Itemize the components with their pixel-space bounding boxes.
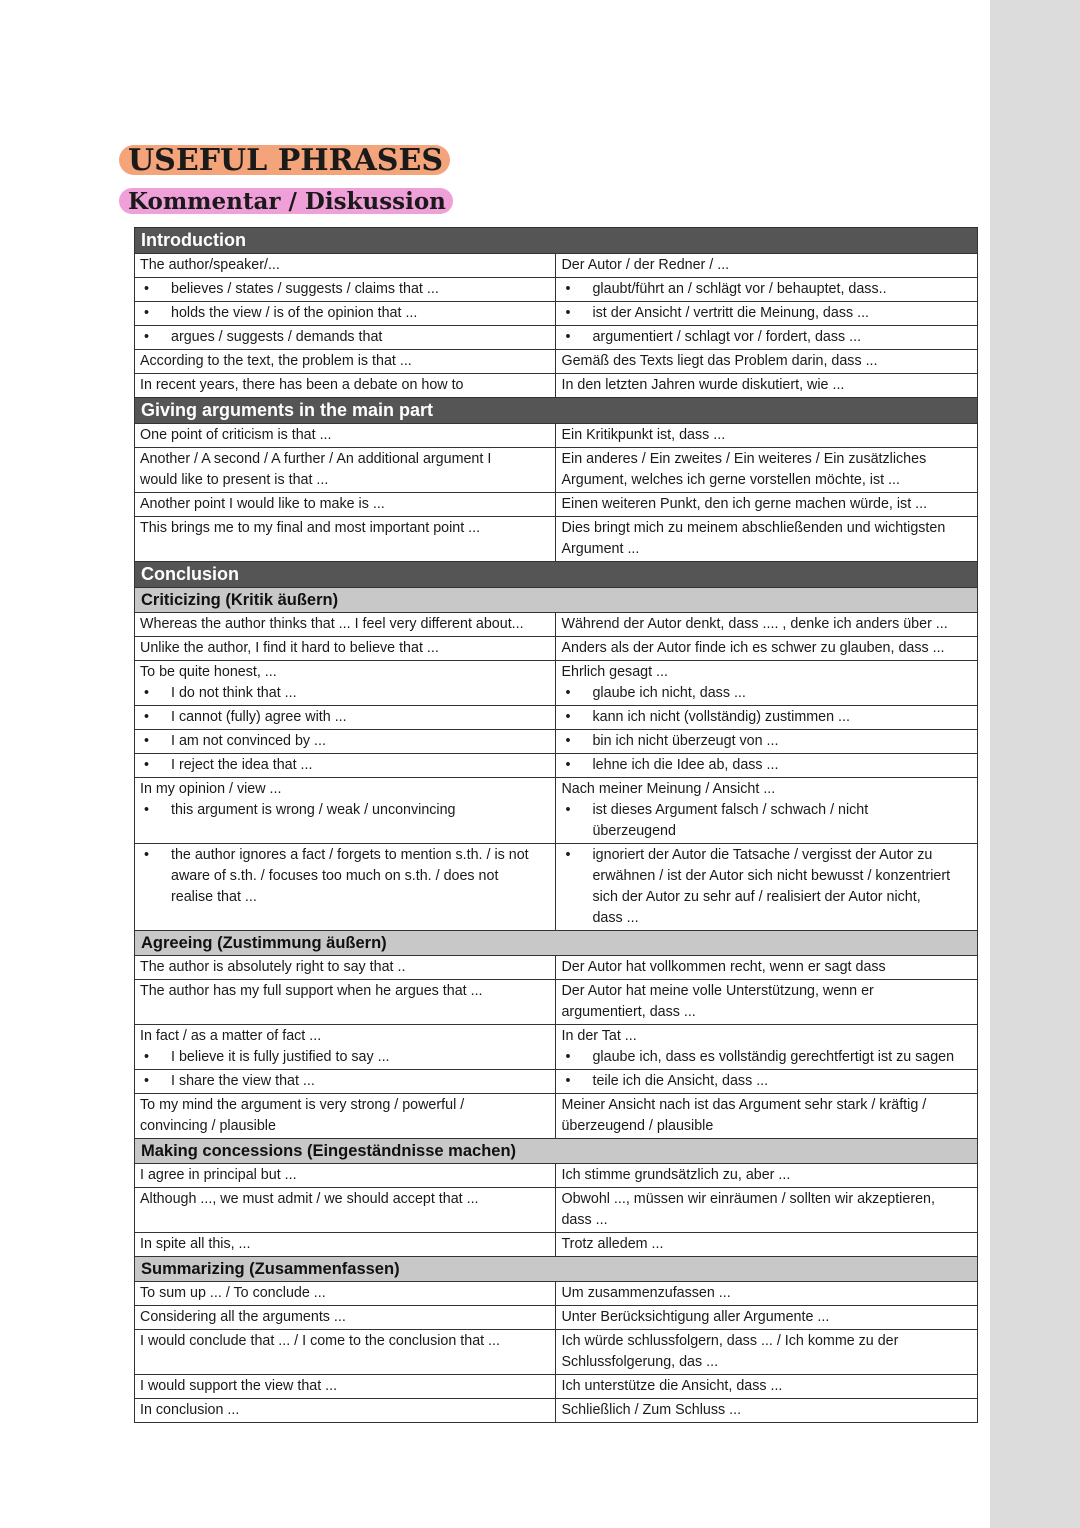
english-bullet-item bbox=[140, 707, 551, 728]
bullet-icon: • bbox=[565, 1073, 571, 1089]
english-bullet-text: I am not convinced by ... bbox=[171, 733, 326, 749]
phrase-row bbox=[135, 350, 978, 374]
english-cell bbox=[135, 980, 556, 1025]
german-bullet-text: sich der Autor zu sehr auf / realisiert der Autor nicht, bbox=[592, 889, 921, 905]
german-text-line: Einen weiteren Punkt, den ich gerne machen würde, ist ... bbox=[561, 496, 928, 512]
english-bullet-item bbox=[140, 303, 551, 324]
english-cell bbox=[135, 1306, 556, 1330]
german-bullet-item bbox=[561, 731, 973, 752]
phrase-row bbox=[135, 1306, 978, 1330]
english-text-line: To sum up ... / To conclude ... bbox=[140, 1285, 326, 1301]
phrase-row bbox=[135, 254, 978, 278]
german-bullet-item bbox=[561, 707, 973, 728]
english-cell bbox=[135, 1399, 556, 1423]
section-header: Conclusion bbox=[135, 562, 978, 588]
english-cell bbox=[135, 1164, 556, 1188]
phrase-row bbox=[135, 424, 978, 448]
phrase-row bbox=[135, 1094, 978, 1139]
english-bullet-text: this argument is wrong / weak / unconvincing bbox=[171, 802, 456, 818]
english-text-line: Another point I would like to make is ... bbox=[140, 496, 385, 512]
english-cell bbox=[135, 1070, 556, 1094]
english-cell bbox=[135, 326, 556, 350]
german-cell bbox=[556, 613, 978, 637]
english-text-line: To my mind the argument is very strong / powerful / bbox=[140, 1097, 465, 1113]
phrase-row bbox=[135, 661, 978, 706]
german-cell bbox=[556, 980, 978, 1025]
phrase-row bbox=[135, 730, 978, 754]
english-cell bbox=[135, 956, 556, 980]
german-bullet-item bbox=[561, 683, 973, 704]
german-bullet-item bbox=[561, 1047, 973, 1068]
english-bullet-item bbox=[140, 1047, 551, 1068]
german-bullet-item bbox=[561, 1071, 973, 1092]
german-cell bbox=[556, 637, 978, 661]
german-bullet-text: ignoriert der Autor die Tatsache / vergisst der Autor zu bbox=[592, 847, 933, 863]
german-cell bbox=[556, 1399, 978, 1423]
english-cell bbox=[135, 1025, 556, 1070]
english-cell bbox=[135, 424, 556, 448]
subsection-header-row bbox=[135, 931, 978, 956]
english-text-line: convincing / plausible bbox=[140, 1118, 276, 1134]
english-cell bbox=[135, 493, 556, 517]
german-text-line: Dies bringt mich zu meinem abschließenden und wichtigsten bbox=[561, 520, 946, 536]
english-text-line: In my opinion / view ... bbox=[140, 781, 282, 797]
subsection-header-row bbox=[135, 1139, 978, 1164]
german-text-line: Schließlich / Zum Schluss ... bbox=[561, 1402, 742, 1418]
german-text-line: Während der Autor denkt, dass .... , denke ich anders über ... bbox=[561, 616, 948, 632]
english-bullet-text: I believe it is fully justified to say ... bbox=[171, 1049, 390, 1065]
german-cell bbox=[556, 1282, 978, 1306]
english-text-line: Whereas the author thinks that ... I feel very different about... bbox=[140, 616, 524, 632]
english-text-line: To be quite honest, ... bbox=[140, 664, 277, 680]
german-cell bbox=[556, 302, 978, 326]
german-bullet-text: ist dieses Argument falsch / schwach / nicht bbox=[592, 802, 869, 818]
bullet-icon: • bbox=[144, 757, 150, 773]
bullet-icon: • bbox=[144, 1073, 150, 1089]
english-text-line: One point of criticism is that ... bbox=[140, 427, 332, 443]
phrase-row bbox=[135, 448, 978, 493]
english-text-line: This brings me to my final and most important point ... bbox=[140, 520, 481, 536]
german-text-line: Anders als der Autor finde ich es schwer zu glauben, dass ... bbox=[561, 640, 945, 656]
bullet-icon: • bbox=[565, 709, 571, 725]
german-cell bbox=[556, 517, 978, 562]
german-bullet-item bbox=[561, 327, 973, 348]
german-text-line: argumentiert, dass ... bbox=[561, 1004, 696, 1020]
german-text-line: Meiner Ansicht nach ist das Argument sehr stark / kräftig / bbox=[561, 1097, 927, 1113]
english-cell bbox=[135, 278, 556, 302]
english-cell bbox=[135, 637, 556, 661]
german-text-line: Ehrlich gesagt ... bbox=[561, 664, 668, 680]
german-cell bbox=[556, 844, 978, 931]
page-subtitle: Kommentar / Diskussion bbox=[119, 188, 453, 214]
german-cell bbox=[556, 1233, 978, 1257]
english-bullet-text: I share the view that ... bbox=[171, 1073, 315, 1089]
phrase-row bbox=[135, 1070, 978, 1094]
phrase-row bbox=[135, 754, 978, 778]
english-cell bbox=[135, 1282, 556, 1306]
bullet-icon: • bbox=[565, 305, 571, 321]
german-bullet-text: lehne ich die Idee ab, dass ... bbox=[592, 757, 779, 773]
german-bullet-text: glaubt/führt an / schlägt vor / behauptet, dass.. bbox=[592, 281, 887, 297]
german-cell bbox=[556, 350, 978, 374]
german-text-line: überzeugend / plausible bbox=[561, 1118, 714, 1134]
bullet-icon: • bbox=[565, 1049, 571, 1065]
german-text-line: Ein anderes / Ein zweites / Ein weiteres / Ein zusätzliches bbox=[561, 451, 927, 467]
english-bullet-text: I reject the idea that ... bbox=[171, 757, 313, 773]
german-cell bbox=[556, 778, 978, 844]
german-cell bbox=[556, 1094, 978, 1139]
english-text-line: The author is absolutely right to say that .. bbox=[140, 959, 406, 975]
english-cell bbox=[135, 1094, 556, 1139]
english-bullet-item bbox=[140, 845, 551, 908]
english-cell bbox=[135, 706, 556, 730]
bullet-icon: • bbox=[144, 733, 150, 749]
phrase-row bbox=[135, 278, 978, 302]
english-bullet-item bbox=[140, 683, 551, 704]
phrase-row bbox=[135, 517, 978, 562]
german-text-line: Nach meiner Meinung / Ansicht ... bbox=[561, 781, 776, 797]
english-text-line: In recent years, there has been a debate on how to bbox=[140, 377, 464, 393]
german-text-line: Ich unterstütze die Ansicht, dass ... bbox=[561, 1378, 783, 1394]
german-bullet-item bbox=[561, 800, 973, 842]
section-header: Giving arguments in the main part bbox=[135, 398, 978, 424]
german-text-line: Gemäß des Texts liegt das Problem darin, dass ... bbox=[561, 353, 878, 369]
english-cell bbox=[135, 254, 556, 278]
german-bullet-item bbox=[561, 303, 973, 324]
phrase-row bbox=[135, 844, 978, 931]
bullet-icon: • bbox=[144, 847, 150, 863]
phrase-row bbox=[135, 706, 978, 730]
german-cell bbox=[556, 448, 978, 493]
german-text-line: Schlussfolgerung, das ... bbox=[561, 1354, 719, 1370]
english-bullet-text: holds the view / is of the opinion that ... bbox=[171, 305, 418, 321]
english-bullet-text: realise that ... bbox=[171, 889, 257, 905]
german-bullet-item bbox=[561, 755, 973, 776]
english-text-line: would like to present is that ... bbox=[140, 472, 329, 488]
subsection-header-row bbox=[135, 588, 978, 613]
english-cell bbox=[135, 754, 556, 778]
german-cell bbox=[556, 1375, 978, 1399]
bullet-icon: • bbox=[565, 281, 571, 297]
german-bullet-text: glaube ich nicht, dass ... bbox=[592, 685, 746, 701]
section-header-row bbox=[135, 562, 978, 588]
german-cell bbox=[556, 1188, 978, 1233]
phrase-row bbox=[135, 326, 978, 350]
english-cell bbox=[135, 302, 556, 326]
german-cell bbox=[556, 374, 978, 398]
phrase-row bbox=[135, 1399, 978, 1423]
english-bullet-item bbox=[140, 279, 551, 300]
section-header-row bbox=[135, 398, 978, 424]
german-text-line: dass ... bbox=[561, 1212, 608, 1228]
english-cell bbox=[135, 1188, 556, 1233]
german-cell bbox=[556, 1164, 978, 1188]
english-text-line: In fact / as a matter of fact ... bbox=[140, 1028, 322, 1044]
german-text-line: In den letzten Jahren wurde diskutiert, wie ... bbox=[561, 377, 845, 393]
german-bullet-text: überzeugend bbox=[592, 823, 676, 839]
german-cell bbox=[556, 730, 978, 754]
phrase-row bbox=[135, 1330, 978, 1375]
phrase-row bbox=[135, 956, 978, 980]
bullet-icon: • bbox=[144, 802, 150, 818]
english-text-line: The author has my full support when he argues that ... bbox=[140, 983, 483, 999]
english-bullet-item bbox=[140, 731, 551, 752]
german-text-line: Ich stimme grundsätzlich zu, aber ... bbox=[561, 1167, 791, 1183]
phrases-table bbox=[134, 227, 978, 1423]
english-text-line: The author/speaker/... bbox=[140, 257, 280, 273]
english-text-line: Considering all the arguments ... bbox=[140, 1309, 346, 1325]
german-bullet-item bbox=[561, 845, 973, 929]
english-cell bbox=[135, 517, 556, 562]
german-text-line: Obwohl ..., müssen wir einräumen / sollten wir akzeptieren, bbox=[561, 1191, 935, 1207]
bullet-icon: • bbox=[144, 685, 150, 701]
german-bullet-text: kann ich nicht (vollständig) zustimmen ... bbox=[592, 709, 850, 725]
phrase-row bbox=[135, 1025, 978, 1070]
bullet-icon: • bbox=[144, 709, 150, 725]
german-text-line: Trotz alledem ... bbox=[561, 1236, 664, 1252]
bullet-icon: • bbox=[565, 685, 571, 701]
phrase-row bbox=[135, 778, 978, 844]
bullet-icon: • bbox=[565, 733, 571, 749]
german-bullet-text: ist der Ansicht / vertritt die Meinung, dass ... bbox=[592, 305, 870, 321]
english-cell bbox=[135, 730, 556, 754]
bullet-icon: • bbox=[565, 757, 571, 773]
english-bullet-text: the author ignores a fact / forgets to mention s.th. / is not bbox=[171, 847, 529, 863]
english-cell bbox=[135, 350, 556, 374]
german-text-line: Der Autor hat vollkommen recht, wenn er sagt dass bbox=[561, 959, 886, 975]
english-bullet-text: argues / suggests / demands that bbox=[171, 329, 383, 345]
english-text-line: According to the text, the problem is that ... bbox=[140, 353, 412, 369]
german-text-line: In der Tat ... bbox=[561, 1028, 637, 1044]
subsection-header-row bbox=[135, 1257, 978, 1282]
section-header: Introduction bbox=[135, 228, 978, 254]
english-cell bbox=[135, 844, 556, 931]
german-text-line: Unter Berücksichtigung aller Argumente ... bbox=[561, 1309, 830, 1325]
german-bullet-text: teile ich die Ansicht, dass ... bbox=[592, 1073, 769, 1089]
german-text-line: Ein Kritikpunkt ist, dass ... bbox=[561, 427, 726, 443]
german-cell bbox=[556, 754, 978, 778]
side-strip bbox=[990, 0, 1080, 1528]
english-text-line: I agree in principal but ... bbox=[140, 1167, 297, 1183]
english-bullet-item bbox=[140, 327, 551, 348]
english-text-line: In conclusion ... bbox=[140, 1402, 240, 1418]
phrase-row bbox=[135, 1164, 978, 1188]
bullet-icon: • bbox=[144, 281, 150, 297]
german-cell bbox=[556, 493, 978, 517]
phrase-row bbox=[135, 1188, 978, 1233]
english-bullet-text: I cannot (fully) agree with ... bbox=[171, 709, 347, 725]
german-text-line: Der Autor / der Redner / ... bbox=[561, 257, 730, 273]
german-text-line: Ich würde schlussfolgern, dass ... / Ich komme zu der bbox=[561, 1333, 899, 1349]
german-bullet-text: dass ... bbox=[592, 910, 639, 926]
bullet-icon: • bbox=[144, 1049, 150, 1065]
german-bullet-item bbox=[561, 279, 973, 300]
german-bullet-text: erwähnen / ist der Autor sich nicht bewusst / konzentriert bbox=[592, 868, 951, 884]
section-header-row bbox=[135, 228, 978, 254]
english-bullet-item bbox=[140, 1071, 551, 1092]
phrase-row bbox=[135, 302, 978, 326]
bullet-icon: • bbox=[565, 847, 571, 863]
english-text-line: I would conclude that ... / I come to the conclusion that ... bbox=[140, 1333, 501, 1349]
german-bullet-text: bin ich nicht überzeugt von ... bbox=[592, 733, 779, 749]
subsection-header: Making concessions (Eingeständnisse machen) bbox=[135, 1139, 978, 1164]
english-text-line: Although ..., we must admit / we should accept that ... bbox=[140, 1191, 479, 1207]
english-bullet-text: believes / states / suggests / claims that ... bbox=[171, 281, 439, 297]
phrases-table-body bbox=[135, 228, 978, 1423]
german-cell bbox=[556, 326, 978, 350]
german-bullet-text: glaube ich, dass es vollständig gerechtfertigt ist zu sagen bbox=[592, 1049, 955, 1065]
german-bullet-text: argumentiert / schlagt vor / fordert, dass ... bbox=[592, 329, 862, 345]
german-cell bbox=[556, 1070, 978, 1094]
german-cell bbox=[556, 278, 978, 302]
english-bullet-item bbox=[140, 755, 551, 776]
german-cell bbox=[556, 1330, 978, 1375]
english-cell bbox=[135, 778, 556, 844]
phrase-row bbox=[135, 493, 978, 517]
german-cell bbox=[556, 956, 978, 980]
english-text-line: In spite all this, ... bbox=[140, 1236, 251, 1252]
phrase-row bbox=[135, 1233, 978, 1257]
bullet-icon: • bbox=[565, 329, 571, 345]
english-cell bbox=[135, 1375, 556, 1399]
english-bullet-text: aware of s.th. / focuses too much on s.th. / does not bbox=[171, 868, 499, 884]
english-cell bbox=[135, 448, 556, 493]
german-text-line: Der Autor hat meine volle Unterstützung, wenn er bbox=[561, 983, 874, 999]
german-cell bbox=[556, 1025, 978, 1070]
german-text-line: Argument ... bbox=[561, 541, 640, 557]
bullet-icon: • bbox=[144, 305, 150, 321]
german-cell bbox=[556, 706, 978, 730]
english-text-line: Unlike the author, I find it hard to believe that ... bbox=[140, 640, 439, 656]
english-cell bbox=[135, 374, 556, 398]
page-title: USEFUL PHRASES bbox=[119, 145, 450, 175]
german-cell bbox=[556, 661, 978, 706]
english-text-line: Another / A second / A further / An additional argument I bbox=[140, 451, 492, 467]
subsection-header: Summarizing (Zusammenfassen) bbox=[135, 1257, 978, 1282]
english-cell bbox=[135, 1233, 556, 1257]
german-text-line: Um zusammenzufassen ... bbox=[561, 1285, 731, 1301]
subsection-header: Agreeing (Zustimmung äußern) bbox=[135, 931, 978, 956]
phrase-row bbox=[135, 637, 978, 661]
german-cell bbox=[556, 254, 978, 278]
english-cell bbox=[135, 613, 556, 637]
phrase-row bbox=[135, 980, 978, 1025]
phrase-row bbox=[135, 1375, 978, 1399]
english-text-line: I would support the view that ... bbox=[140, 1378, 338, 1394]
phrase-row bbox=[135, 374, 978, 398]
german-cell bbox=[556, 424, 978, 448]
subsection-header: Criticizing (Kritik äußern) bbox=[135, 588, 978, 613]
phrase-row bbox=[135, 1282, 978, 1306]
german-text-line: Argument, welches ich gerne vorstellen möchte, ist ... bbox=[561, 472, 900, 488]
german-cell bbox=[556, 1306, 978, 1330]
english-bullet-item bbox=[140, 800, 551, 821]
english-cell bbox=[135, 661, 556, 706]
english-bullet-text: I do not think that ... bbox=[171, 685, 297, 701]
bullet-icon: • bbox=[144, 329, 150, 345]
phrase-row bbox=[135, 613, 978, 637]
english-cell bbox=[135, 1330, 556, 1375]
bullet-icon: • bbox=[565, 802, 571, 818]
